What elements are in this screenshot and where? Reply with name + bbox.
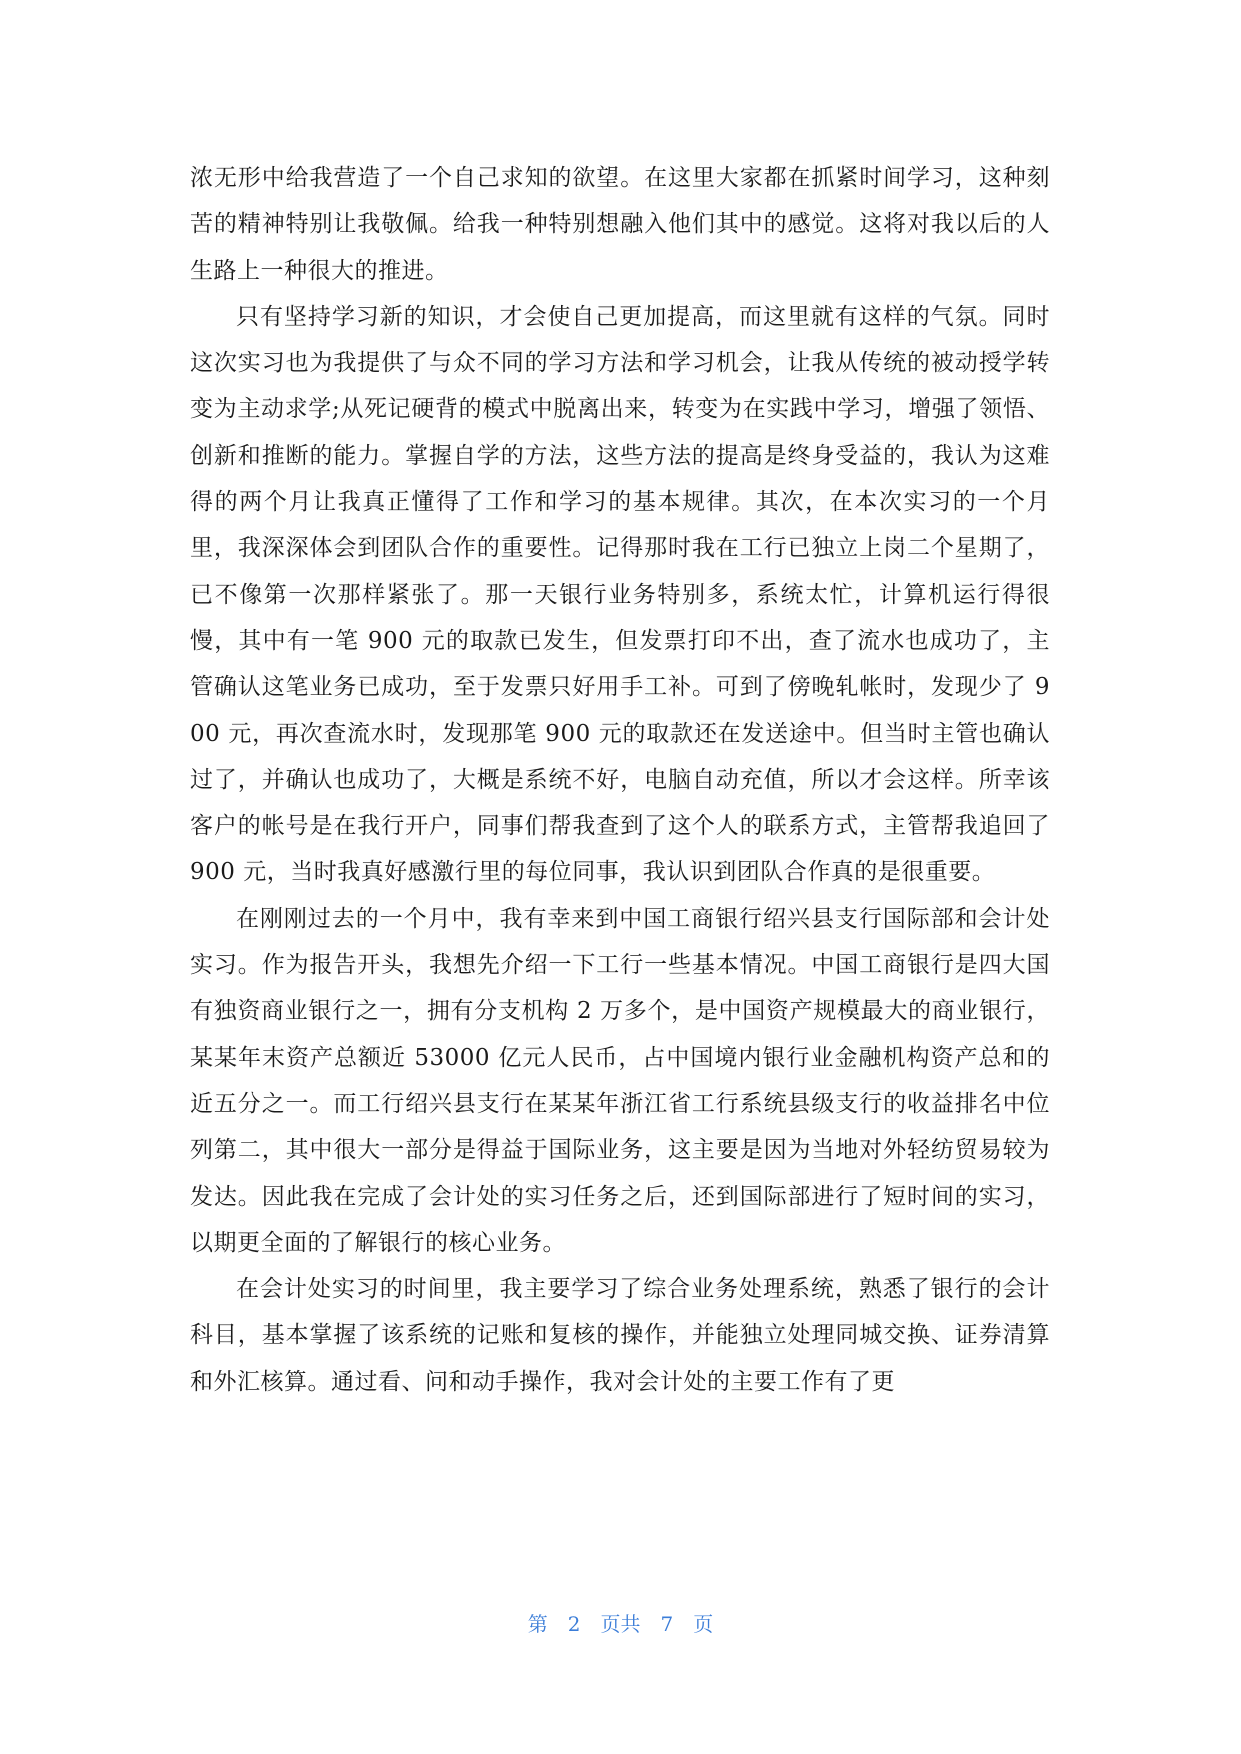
document-body <box>190 155 1050 1405</box>
paragraph-2: 只有坚持学习新的知识，才会使自己更加提高，而这里就有这样的气氛。同时这次实习也为我提供了与众不同的学习方法和学习机会，让我从传统的被动授学转变为主动求学;从死记硬背的模式中脱离出来，转变为在实践中学习，增强了领悟、创新和推断的能力。掌握自学的方法，这些方法的提高是终身受益的，我认为这难得的两个月让我真正懂得了工作和学习的基本规律。其次，在本次实习的一个月里，我深深体会到团队合作的重要性。记得那时我在工行已独立上岗二个星期了，已不像第一次那样紧张了。那一天银行业务特别多，系统太忙，计算机运行得很慢，其中有一笔 900 元的取款已发生，但发票打印不出，查了流水也成功了，主管确认这笔业务已成功，至于发票只好用手工补。可到了傍晚轧帐时，发现少了 900 元，再次查流水时，发现那笔 900 元的取款还在发送途中。但当时主管也确认过了，并确认也成功了，大概是系统不好，电脑自动充值，所以才会这样。所幸该客户的帐号是在我行开户，同事们帮我查到了这个人的联系方式，主管帮我追回了 900 元，当时我真好感激行里的每位同事，我认识到团队合作真的是很重要。 <box>190 303 1050 886</box>
footer-prefix: 第 <box>527 1612 548 1636</box>
footer-middle: 页共 <box>600 1612 641 1636</box>
paragraph-3: 在刚刚过去的一个月中，我有幸来到中国工商银行绍兴县支行国际部和会计处实习。作为报告开头，我想先介绍一下工行一些基本情况。中国工商银行是四大国有独资商业银行之一，拥有分支机构 2 万多个，是中国资产规模最大的商业银行，某某年末资产总额近 53000 亿元人民币，占中国境内银行业金融机构资产总和的近五分之一。而工行绍兴县支行在某某年浙江省工行系统县级支行的收益排名中位列第二，其中很大一部分是得益于国际业务，这主要是因为当地对外轻纺贸易较为发达。因此我在完成了会计处的实习任务之后，还到国际部进行了短时间的实习，以期更全面的了解银行的核心业务。 <box>190 905 1050 1256</box>
footer-current-page: 2 <box>567 1612 581 1636</box>
paragraph-1: 浓无形中给我营造了一个自己求知的欲望。在这里大家都在抓紧时间学习，这种刻苦的精神特别让我敬佩。给我一种特别想融入他们其中的感觉。这将对我以后的人生路上一种很大的推进。 <box>190 165 1050 284</box>
footer-total-pages: 7 <box>660 1612 674 1636</box>
page-footer <box>0 1608 1241 1637</box>
footer-suffix: 页 <box>693 1612 714 1636</box>
paragraph-4: 在会计处实习的时间里，我主要学习了综合业务处理系统，熟悉了银行的会计科目，基本掌握了该系统的记账和复核的操作，并能独立处理同城交换、证券清算和外汇核算。通过看、问和动手操作，我对会计处的主要工作有了更 <box>190 1276 1050 1395</box>
